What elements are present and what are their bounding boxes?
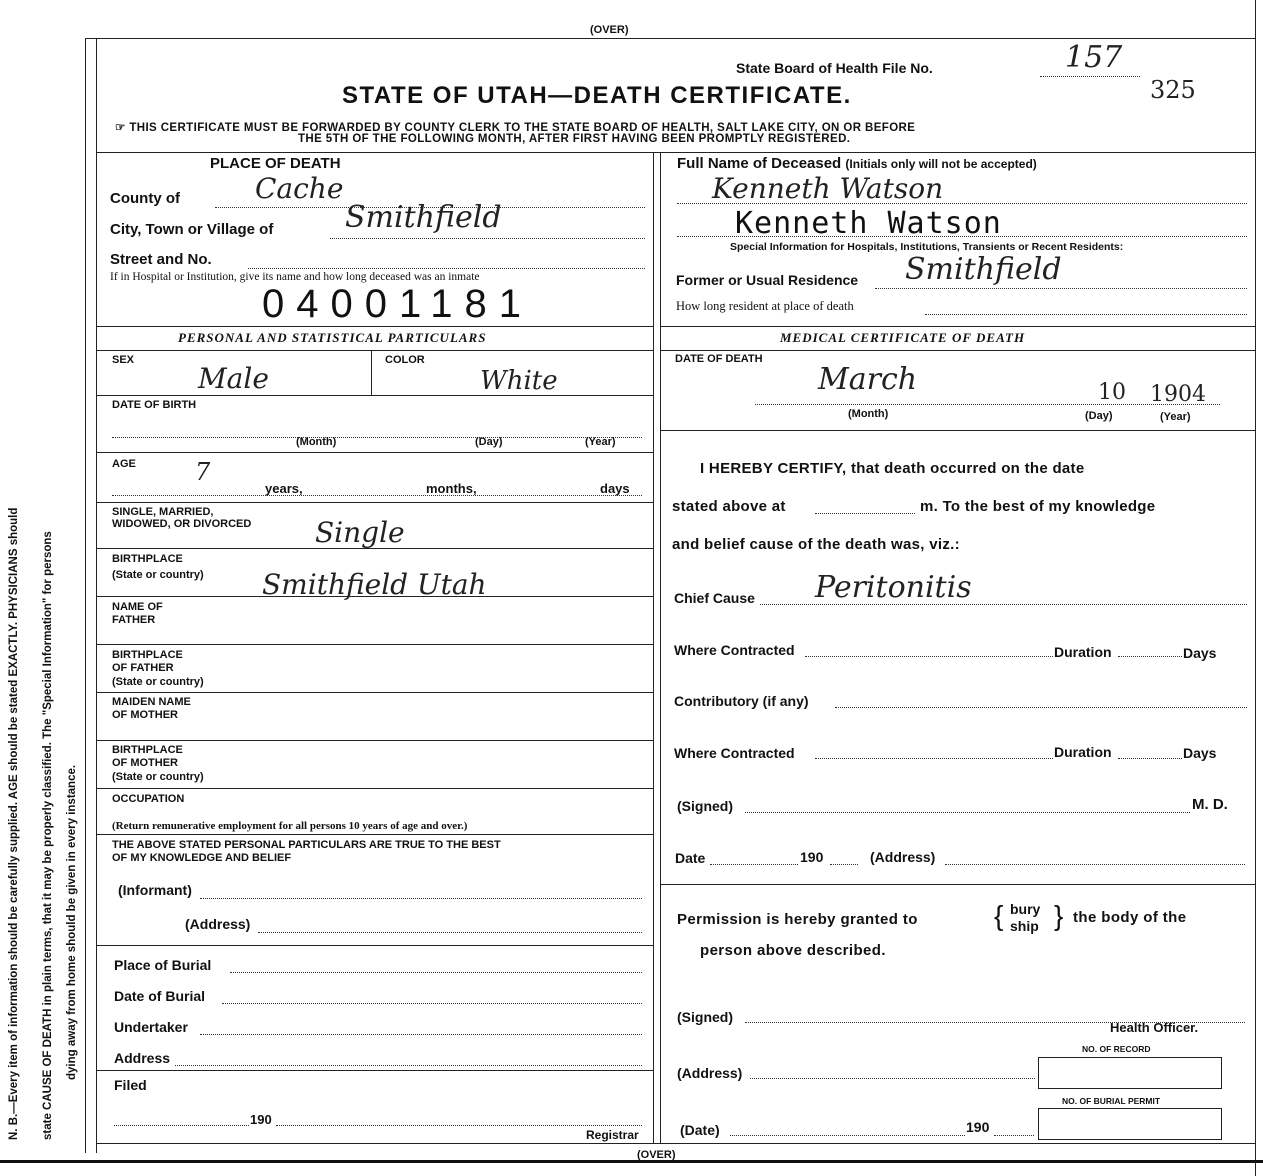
death-month: March [818,362,918,397]
father-name-label-1: NAME OF [112,601,163,613]
days-label: Days [1183,645,1217,661]
dob-year-label: (Year) [585,436,616,448]
death-year: 1904 [1150,382,1206,407]
duration-label: Duration [1054,644,1112,660]
informant-address-label: (Address) [185,916,251,932]
certify-line-1: I HEREBY CERTIFY, that death occurred on the date [700,460,1085,477]
age-value: 7 [195,458,211,486]
filed-190: 190 [250,1112,272,1127]
side-note-line2: state CAUSE OF DEATH in plain terms, that it may be properly classified. The "Special Information" for persons [42,531,54,1140]
permission-text-2: the body of the [1073,909,1187,926]
informant-label: (Informant) [118,882,192,898]
truth-line-2: OF MY KNOWLEDGE AND BELIEF [112,852,292,864]
health-officer-label: Health Officer. [1110,1020,1199,1035]
registrar-label: Registrar [586,1128,639,1142]
father-bp-label-2: OF FATHER [112,662,174,674]
side-note-line1: N. B.—Every item of information should be carefully supplied. AGE should be stated EXACTLY. PHYSICIANS should [8,507,20,1140]
color-label: COLOR [385,354,425,366]
officer-signed-label: (Signed) [677,1009,733,1025]
father-bp-label-1: BIRTHPLACE [112,649,183,661]
city-value: Smithfield [345,200,502,235]
days-label: days [600,481,630,496]
instructions-line1: ☞ THIS CERTIFICATE MUST BE FORWARDED BY COUNTY CLERK TO THE STATE BOARD OF HEALTH, SALT LAKE CITY, ON OR BEFORE [115,122,916,134]
sex-value: Male [198,362,269,395]
chief-cause-value: Peritonitis [815,570,972,605]
filed-label: Filed [114,1077,147,1093]
where-contracted-2-label: Where Contracted [674,745,795,761]
officer-date-190: 190 [966,1119,990,1135]
top-over-label: (OVER) [590,24,629,36]
certify-line-2: stated above at [672,498,786,515]
side-note-line3: dying away from home should be given in every instance. [66,764,78,1080]
resident-label: How long resident at place of death [676,299,854,313]
permission-text-3: person above described. [700,942,886,959]
death-month-label: (Month) [848,408,889,420]
full-name-label: Full Name of Deceased (Initials only will not be accepted) [677,155,1037,172]
death-certificate: N. B.—Every item of information should be carefully supplied. AGE should be stated EXACTLY. PHYSICIANS should state CAUSE OF DEATH in plain terms, that it may be properly classified. The "Special Information" for persons dying away from home should be given in every instance. (OVER) (OVER) State Board of Health File No. 157 325 STATE OF UTAH—DEATH CERTIFICATE. ☞ THIS CERTIFICATE MUST BE FORWARDED BY COUNTY CLERK TO THE STATE BOARD OF HEALTH, SALT LAKE CITY, ON OR BEFORE THE 5TH OF THE FOLLOWING MONTH, AFTER FIRST HAVING BEEN PROMPTLY REGISTERED. PLACE OF DEATH County of Cache City, Town or Village of Smithfield Street and No. If in Hospital or Institution, give its name and how long deceased was an inmate 04001181 PERSONAL AND STATISTICAL PARTICULARS SEX Male COLOR White DATE OF BIRTH (Month) (Day) (Year) AGE 7 years, months, days SINGLE, MARRIED, WIDOWED, OR DIVORCED Single BIRTHPLACE (State or country) Smithfield Utah NAME OF FATHER BIRTHPLACE OF FATHER (State or country) MAIDEN NAME OF MOTHER BIRTHPLACE OF MOTHER (State or country) OCCUPATION (Return remunerative employment for all persons 10 years of age and over.) THE ABOVE STATED PERSONAL PARTICULARS ARE TRUE TO THE BEST OF MY KNOWLEDGE AND BELIEF (Informant) (Address) Place of Burial Date of Burial Undertaker Address Filed 190 Registrar Full Name of Deceased (Initials only will not be accepted) Kenneth Watson Kenneth Watson Special Information for Hospitals, Institutions, Transients or Recent Residents: Former or Usual Residence Smithfield How long resident at place of death MEDICAL CERTIFICATE OF DEATH DATE OF DEATH March 10 1904 (Month) (Day) (Year) I HEREBY CERTIFY, that death occurred on the date stated above at m. To the best of my knowledge and belief cause of the death was, viz.: Chief Cause Peritonitis Where Contracted Duration Days Contributory (if any) Where Contracted Duration Days (Signed) M. D. Date 190 (Address) Permission is hereby granted to { bury ship } the body of the person above described. (Signed) Health Officer. NO. OF RECORD (Address) NO. OF BURIAL PERMIT (Date) 190 [0,0,1263,1176]
contributory-label: Contributory (if any) [674,693,809,709]
duration-2-label: Duration [1054,744,1112,760]
medical-heading: MEDICAL CERTIFICATE OF DEATH [780,330,1026,345]
marital-label-2: WIDOWED, OR DIVORCED [112,518,252,530]
death-day: 10 [1098,380,1126,405]
permission-text-1: Permission is hereby granted to [677,911,918,928]
record-no-box [1038,1057,1222,1089]
city-label: City, Town or Village of [110,221,274,238]
corner-number: 325 [1150,76,1196,104]
dob-label: DATE OF BIRTH [112,399,197,411]
record-no-label: NO. OF RECORD [1082,1044,1151,1054]
mother-name-label-2: OF MOTHER [112,709,178,721]
name-script: Kenneth Watson [712,172,944,205]
color-value: White [480,366,558,396]
where-contracted-label: Where Contracted [674,642,795,658]
undertaker-address-label: Address [114,1050,171,1066]
birthplace-label: BIRTHPLACE [112,553,183,565]
burial-place-label: Place of Burial [114,957,212,973]
ship-option: ship [1010,918,1039,934]
death-year-label: (Year) [1160,411,1191,423]
chief-cause-label: Chief Cause [674,590,755,606]
father-bp-label-3: (State or country) [112,676,204,688]
mother-bp-label-3: (State or country) [112,771,204,783]
mother-bp-label-2: OF MOTHER [112,757,178,769]
file-no-label: State Board of Health File No. [736,60,933,76]
officer-address-label: (Address) [677,1065,743,1081]
days-2-label: Days [1183,745,1217,761]
county-label: County of [110,190,180,207]
father-name-label-2: FATHER [112,614,156,626]
burial-permit-label: NO. OF BURIAL PERMIT [1062,1096,1161,1106]
mother-name-label-1: MAIDEN NAME [112,696,191,708]
personal-heading: PERSONAL AND STATISTICAL PARTICULARS [178,330,487,345]
name-typed: Kenneth Watson [735,206,1002,241]
age-label: AGE [112,458,136,470]
md-address-label: (Address) [870,849,936,865]
bury-option: bury [1010,901,1041,917]
md-signed-label: (Signed) [677,798,733,814]
mother-bp-label-1: BIRTHPLACE [112,744,183,756]
death-day-label: (Day) [1085,410,1113,422]
undertaker-label: Undertaker [114,1019,188,1035]
marital-value: Single [315,516,405,549]
date-of-death-label: DATE OF DEATH [675,353,763,365]
burial-permit-box [1038,1108,1222,1140]
file-no-value: 157 [1065,40,1123,75]
county-value: Cache [255,172,344,205]
birthplace-value: Smithfield Utah [262,568,487,601]
md-label: M. D. [1192,796,1228,813]
months-label: months, [426,481,477,496]
dob-day-label: (Day) [475,436,503,448]
dob-month-label: (Month) [296,436,337,448]
residence-value: Smithfield [905,252,1062,287]
instructions-line2: THE 5TH OF THE FOLLOWING MONTH, AFTER FIRST HAVING BEEN PROMPTLY REGISTERED. [298,133,851,145]
place-of-death-heading: PLACE OF DEATH [210,155,341,172]
occupation-label: OCCUPATION [112,793,185,805]
occupation-note: (Return remunerative employment for all persons 10 years of age and over.) [112,820,468,832]
certify-line-2b: m. To the best of my knowledge [920,498,1156,515]
special-info-label: Special Information for Hospitals, Institutions, Transients or Recent Residents: [730,241,1124,253]
hospital-note: If in Hospital or Institution, give its name and how long deceased was an inmate [110,271,480,283]
page-title: STATE OF UTAH—DEATH CERTIFICATE. [342,82,852,109]
birthplace-state-label: (State or country) [112,569,204,581]
certify-line-3: and belief cause of the death was, viz.: [672,536,960,553]
bottom-over-label: (OVER) [637,1149,676,1161]
stamp-number: 04001181 [262,282,533,326]
burial-date-label: Date of Burial [114,988,206,1004]
marital-label-1: SINGLE, MARRIED, [112,506,214,518]
years-label: years, [265,481,303,496]
truth-line-1: THE ABOVE STATED PERSONAL PARTICULARS ARE TRUE TO THE BEST [112,839,501,851]
md-date-label: Date [675,850,706,866]
street-label: Street and No. [110,251,212,268]
md-date-190: 190 [800,849,824,865]
officer-date-label: (Date) [680,1122,720,1138]
sex-label: SEX [112,354,135,366]
residence-label: Former or Usual Residence [676,272,859,288]
